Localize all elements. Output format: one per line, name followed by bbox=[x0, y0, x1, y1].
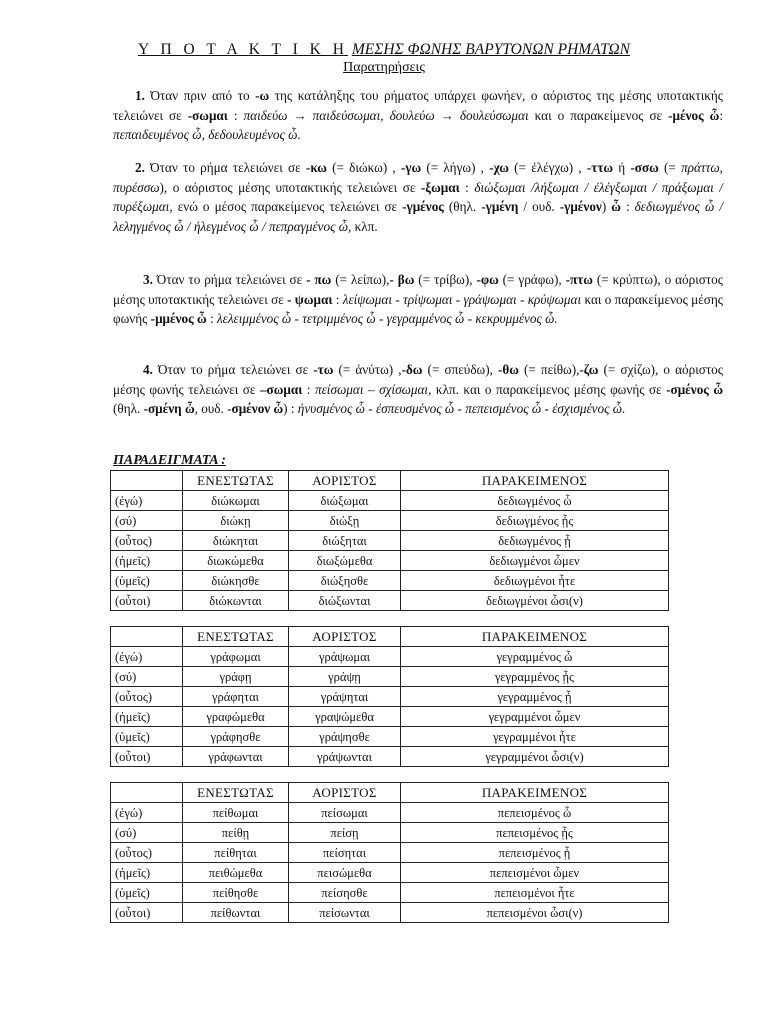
header-aorist: ΑΟΡΙΣΤΟΣ bbox=[289, 471, 401, 491]
note-text: : bbox=[620, 199, 635, 215]
note-4 bbox=[113, 360, 723, 419]
note-bold: -κω bbox=[305, 160, 327, 175]
note-italic: λελειμμένος ὦ - τετριμμένος ὦ - γεγραμμένος ὦ - κεκρυμμένος ὦ. bbox=[216, 311, 558, 327]
note-text: (θηλ. bbox=[443, 199, 482, 215]
pronoun-cell: (σύ) bbox=[111, 823, 183, 843]
perfect-cell: γεγραμμένοι ὦσι(ν) bbox=[401, 747, 669, 767]
aorist-cell: γράψησθε bbox=[289, 727, 401, 747]
note-bold: -σμένος ὦ bbox=[666, 381, 724, 397]
page-title bbox=[0, 40, 768, 60]
pronoun-cell: (ἡμεῖς) bbox=[111, 707, 183, 727]
note-italic: πεπαιδευμένος ὦ, δεδουλευμένος ὦ. bbox=[113, 127, 301, 143]
header-present: ΕΝΕΣΤΩΤΑΣ bbox=[183, 783, 289, 803]
note-text: Όταν το ρήμα τελειώνει σε bbox=[152, 362, 314, 377]
note-italic: δεδιωγμένος ὦ / λεληγμένος ὦ / ἠλεγμένος ὦ / πεπραγμένος ὦ bbox=[113, 199, 723, 234]
aorist-cell: πεισώμεθα bbox=[289, 863, 401, 883]
note-text: (= πείθω), bbox=[518, 362, 580, 377]
note-1 bbox=[113, 86, 723, 145]
present-cell: γράφῃ bbox=[183, 667, 289, 687]
note-text: (= κρύπτω), ο αόριστος μέσης υποτακτικής τελειώνει σε bbox=[113, 272, 723, 307]
note-bold: -σμένη ὦ bbox=[143, 401, 195, 417]
present-cell: διώκωμαι bbox=[183, 491, 289, 511]
pronoun-cell: (οὗτοι) bbox=[111, 591, 183, 611]
subtitle-text: Παρατηρήσεις bbox=[343, 60, 425, 75]
note-bold: -γμένον bbox=[559, 199, 602, 215]
perfect-cell: δεδιωγμένος ὦ bbox=[401, 491, 669, 511]
header-aorist: ΑΟΡΙΣΤΟΣ bbox=[289, 783, 401, 803]
note-italic: παιδεύω → παιδεύσωμαι, δουλεύω → δουλεύσωμαι bbox=[243, 107, 529, 123]
table-row bbox=[111, 647, 669, 667]
note-text: (θηλ. bbox=[113, 401, 144, 417]
present-cell: πείθῃ bbox=[183, 823, 289, 843]
present-cell: πειθώμεθα bbox=[183, 863, 289, 883]
note-text: ή bbox=[613, 160, 631, 175]
aorist-cell: γράψωμαι bbox=[289, 647, 401, 667]
table-header-row bbox=[111, 471, 669, 491]
note-text: (= διώκω) , bbox=[326, 160, 401, 175]
note-text: ) bbox=[601, 199, 612, 215]
table-row bbox=[111, 903, 669, 923]
note-text: : bbox=[302, 381, 315, 397]
page-subtitle bbox=[0, 59, 768, 77]
table-row bbox=[111, 863, 669, 883]
present-cell: διώκησθε bbox=[183, 571, 289, 591]
present-cell: γράφωνται bbox=[183, 747, 289, 767]
table-row bbox=[111, 531, 669, 551]
note-text: , κλπ. bbox=[348, 218, 378, 234]
note-text: (= ἀνύτω) , bbox=[333, 362, 402, 377]
note-text: (= τρίβω), bbox=[414, 272, 477, 287]
present-cell: πείθωνται bbox=[183, 903, 289, 923]
examples-heading: ΠΑΡΑΔΕΙΓΜΑΤΑ : bbox=[113, 453, 226, 468]
header-present: ΕΝΕΣΤΩΤΑΣ bbox=[183, 471, 289, 491]
table-row bbox=[111, 823, 669, 843]
pronoun-cell: (ἡμεῖς) bbox=[111, 863, 183, 883]
note-bold: -γμένη bbox=[481, 199, 519, 215]
pronoun-cell: (οὗτοι) bbox=[111, 903, 183, 923]
aorist-cell: πείσωμαι bbox=[289, 803, 401, 823]
note-italic: διώξωμαι /λήξωμαι / ἐλέγξωμαι / πράξωμαι /πυρέξωμαι, bbox=[113, 179, 723, 215]
aorist-cell: διώξωνται bbox=[289, 591, 401, 611]
note-text: και ο παρακείμενος σε bbox=[528, 107, 669, 123]
note-3-number: 3. bbox=[143, 272, 153, 287]
note-text: : bbox=[459, 179, 475, 195]
note-text: (= λήγω) , bbox=[421, 160, 490, 175]
note-italic: πράττω, πυρέσσω bbox=[113, 160, 723, 195]
aorist-cell: διώξηται bbox=[289, 531, 401, 551]
table-row bbox=[111, 843, 669, 863]
aorist-cell: γραψώμεθα bbox=[289, 707, 401, 727]
note-text: : bbox=[227, 107, 244, 123]
present-cell: γράφησθε bbox=[183, 727, 289, 747]
note-bold: -δω bbox=[401, 362, 423, 377]
note-text: Όταν το ρήμα τελειώνει σε bbox=[152, 272, 307, 287]
note-bold: - ψωμαι bbox=[287, 291, 333, 307]
table-header-row bbox=[111, 627, 669, 647]
note-text: (= bbox=[658, 160, 682, 175]
pronoun-cell: (οὗτος) bbox=[111, 843, 183, 863]
aorist-cell: γράψῃ bbox=[289, 667, 401, 687]
note-bold: –σωμαι bbox=[259, 381, 303, 397]
header-pronoun bbox=[111, 783, 183, 803]
perfect-cell: δεδιωγμένοι ὦμεν bbox=[401, 551, 669, 571]
note-bold: ὦ bbox=[611, 199, 621, 215]
aorist-cell: διώξῃ bbox=[289, 511, 401, 531]
note-italic: λείψωμαι - τρίψωμαι - γράψωμαι - κρύψωμαι bbox=[342, 291, 582, 307]
pronoun-cell: (ὑμεῖς) bbox=[111, 883, 183, 903]
aorist-cell: πείσωνται bbox=[289, 903, 401, 923]
table-row bbox=[111, 667, 669, 687]
note-3 bbox=[113, 270, 723, 329]
note-text: / ουδ. bbox=[518, 199, 560, 215]
perfect-cell: πεπεισμένοι ὦμεν bbox=[401, 863, 669, 883]
perfect-cell: γεγραμμένος ὦ bbox=[401, 647, 669, 667]
note-text: ), ο αόριστος μέσης υποτακτικής τελειώνει σε bbox=[159, 179, 421, 195]
note-bold: -ξωμαι bbox=[420, 179, 460, 195]
note-bold: -γμένος bbox=[402, 199, 444, 215]
note-1-number: 1. bbox=[135, 88, 145, 103]
perfect-cell: πεπεισμένος ᾖς bbox=[401, 823, 669, 843]
conjugation-table-3 bbox=[110, 782, 669, 923]
perfect-cell: δεδιωγμένοι ἦτε bbox=[401, 571, 669, 591]
header-perfect: ΠΑΡΑΚΕΙΜΕΝΟΣ bbox=[401, 783, 669, 803]
pronoun-cell: (ἡμεῖς) bbox=[111, 551, 183, 571]
note-bold: -φω bbox=[476, 272, 499, 287]
table-row bbox=[111, 883, 669, 903]
present-cell: πείθησθε bbox=[183, 883, 289, 903]
note-text: κλπ. και ο παρακείμενος μέσης φωνής σε bbox=[431, 381, 667, 397]
perfect-cell: δεδιωγμένος ᾖς bbox=[401, 511, 669, 531]
note-4-number: 4. bbox=[143, 362, 153, 377]
note-text: (= ἐλέγχω) , bbox=[508, 160, 587, 175]
aorist-cell: πείσῃ bbox=[289, 823, 401, 843]
note-bold: -μμένος ὦ bbox=[150, 311, 207, 327]
perfect-cell: γεγραμμένος ᾖ bbox=[401, 687, 669, 707]
note-text: (= σπεύδω), bbox=[422, 362, 499, 377]
table-row bbox=[111, 511, 669, 531]
present-cell: διώκῃ bbox=[183, 511, 289, 531]
present-cell: γράφηται bbox=[183, 687, 289, 707]
note-text: : bbox=[332, 291, 343, 307]
note-text: : bbox=[206, 311, 217, 327]
header-perfect: ΠΑΡΑΚΕΙΜΕΝΟΣ bbox=[401, 627, 669, 647]
note-text: της κατάληξης του ρήματος υπάρχει φωνήεν, ο αόριστος της μέσης υποτακτικής τελειώνει σε bbox=[113, 88, 724, 123]
pronoun-cell: (ὑμεῖς) bbox=[111, 571, 183, 591]
note-text: Όταν το ρήμα τελειώνει σε bbox=[144, 160, 306, 175]
conjugation-table-2 bbox=[110, 626, 669, 767]
header-present: ΕΝΕΣΤΩΤΑΣ bbox=[183, 627, 289, 647]
note-text: : bbox=[719, 107, 723, 123]
pronoun-cell: (σύ) bbox=[111, 511, 183, 531]
note-text: , ουδ. - bbox=[194, 401, 232, 417]
aorist-cell: γράψωνται bbox=[289, 747, 401, 767]
note-2 bbox=[113, 158, 723, 236]
note-bold: -ττω bbox=[586, 160, 614, 175]
table-header-row bbox=[111, 783, 669, 803]
aorist-cell: γράψηται bbox=[289, 687, 401, 707]
table-row bbox=[111, 591, 669, 611]
pronoun-cell: (ἐγώ) bbox=[111, 803, 183, 823]
perfect-cell: γεγραμμένοι ὦμεν bbox=[401, 707, 669, 727]
note-bold: -θω bbox=[498, 362, 519, 377]
note-text: ενώ ο μέσος παρακείμενος τελειώνει σε bbox=[172, 199, 403, 215]
present-cell: διώκηται bbox=[183, 531, 289, 551]
pronoun-cell: (οὗτος) bbox=[111, 687, 183, 707]
aorist-cell: διωξώμεθα bbox=[289, 551, 401, 571]
present-cell: γραφώμεθα bbox=[183, 707, 289, 727]
note-bold: -τω bbox=[313, 362, 334, 377]
title-spaced: Υ Π Ο Τ Α Κ Τ Ι Κ Η bbox=[138, 41, 348, 58]
perfect-cell: γεγραμμένος ᾖς bbox=[401, 667, 669, 687]
table-row bbox=[111, 803, 669, 823]
pronoun-cell: (ἐγώ) bbox=[111, 647, 183, 667]
perfect-cell: δεδιωγμένοι ὦσι(ν) bbox=[401, 591, 669, 611]
present-cell: γράφωμαι bbox=[183, 647, 289, 667]
note-bold: -χω bbox=[489, 160, 509, 175]
pronoun-cell: (οὗτος) bbox=[111, 531, 183, 551]
perfect-cell: πεπεισμένος ᾖ bbox=[401, 843, 669, 863]
aorist-cell: διώξωμαι bbox=[289, 491, 401, 511]
table-row bbox=[111, 727, 669, 747]
note-bold: -ω bbox=[255, 88, 270, 103]
note-text: (= γράφω), bbox=[498, 272, 566, 287]
header-pronoun bbox=[111, 471, 183, 491]
note-bold: - πω bbox=[306, 272, 332, 287]
perfect-cell: δεδιωγμένος ᾖ bbox=[401, 531, 669, 551]
perfect-cell: πεπεισμένοι ἦτε bbox=[401, 883, 669, 903]
table-row bbox=[111, 747, 669, 767]
pronoun-cell: (οὗτοι) bbox=[111, 747, 183, 767]
note-bold: -ζω bbox=[579, 362, 599, 377]
note-bold: -πτω bbox=[565, 272, 593, 287]
note-bold: -σωμαι bbox=[187, 107, 228, 123]
note-2-number: 2. bbox=[135, 160, 145, 175]
table-row bbox=[111, 551, 669, 571]
note-text: και ο παρακείμενος μέσης φωνής bbox=[113, 291, 724, 327]
present-cell: πείθηται bbox=[183, 843, 289, 863]
note-bold: -μένος ὦ bbox=[668, 107, 720, 123]
note-bold: -γω bbox=[400, 160, 422, 175]
present-cell: πείθωμαι bbox=[183, 803, 289, 823]
present-cell: διωκώμεθα bbox=[183, 551, 289, 571]
aorist-cell: πείσηται bbox=[289, 843, 401, 863]
table-row bbox=[111, 687, 669, 707]
note-text: ) : bbox=[283, 401, 298, 417]
table-row bbox=[111, 491, 669, 511]
note-text: (= σχίζω), ο αόριστος μέσης φωνής τελειώνει σε bbox=[113, 362, 723, 397]
note-text: Όταν πριν από το bbox=[144, 88, 256, 103]
aorist-cell: πείσησθε bbox=[289, 883, 401, 903]
aorist-cell: διώξησθε bbox=[289, 571, 401, 591]
note-bold: σμένον ὦ bbox=[231, 401, 284, 417]
title-italic: ΜΕΣΗΣ ΦΩΝΗΣ ΒΑΡΥΤΟΝΩΝ ΡΗΜΑΤΩΝ bbox=[351, 41, 630, 58]
perfect-cell: πεπεισμένοι ὦσι(ν) bbox=[401, 903, 669, 923]
note-italic: ἠνυσμένος ὦ - ἐσπευσμένος ὦ - πεπεισμένος ὦ - ἐσχισμένος ὦ. bbox=[297, 401, 626, 417]
perfect-cell: πεπεισμένος ὦ bbox=[401, 803, 669, 823]
pronoun-cell: (ἐγώ) bbox=[111, 491, 183, 511]
conjugation-table-1 bbox=[110, 470, 669, 611]
note-text: (= λείπω), bbox=[331, 272, 390, 287]
note-bold: -σσω bbox=[630, 160, 659, 175]
note-bold: - βω bbox=[389, 272, 415, 287]
header-aorist: ΑΟΡΙΣΤΟΣ bbox=[289, 627, 401, 647]
header-perfect: ΠΑΡΑΚΕΙΜΕΝΟΣ bbox=[401, 471, 669, 491]
note-italic: πείσωμαι – σχίσωμαι, bbox=[315, 381, 432, 397]
table-row bbox=[111, 707, 669, 727]
pronoun-cell: (ὑμεῖς) bbox=[111, 727, 183, 747]
present-cell: διώκωνται bbox=[183, 591, 289, 611]
header-pronoun bbox=[111, 627, 183, 647]
pronoun-cell: (σύ) bbox=[111, 667, 183, 687]
perfect-cell: γεγραμμένοι ἦτε bbox=[401, 727, 669, 747]
table-row bbox=[111, 571, 669, 591]
